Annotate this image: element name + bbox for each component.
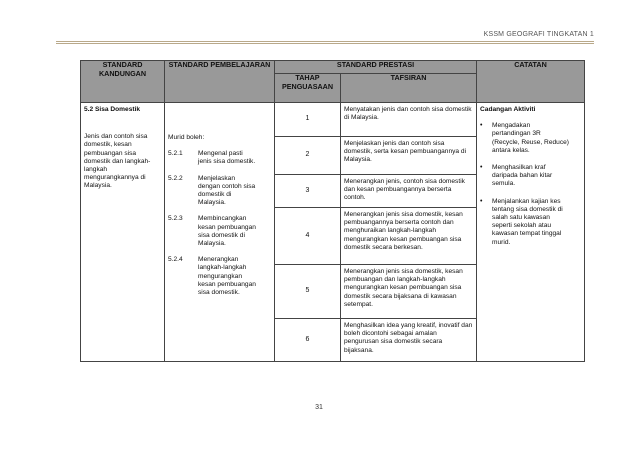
tahap-cell: 5: [275, 265, 341, 319]
catatan-item: [480, 122, 581, 155]
tahap-cell: 4: [275, 208, 341, 265]
catatan-item-text: Menghasilkan kraf daripada bahan kitar semula.: [492, 164, 553, 188]
tahap-cell: 2: [275, 137, 341, 175]
pembelajaran-item-number: 5.2.1: [168, 150, 183, 158]
page-number: 31: [315, 404, 323, 411]
header-tafsiran: TAFSIRAN: [341, 74, 477, 103]
catatan-item-text: Mengadakan pertandingan 3R (Recycle, Reuse, Reduce) antara kelas.: [492, 122, 569, 154]
tahap-cell: 1: [275, 103, 341, 137]
tafsiran-cell: [341, 175, 477, 208]
pembelajaran-item-text: Menjelaskan dengan contoh sisa domestik di Malaysia.: [198, 174, 256, 207]
tafsiran-text: Menerangkan jenis sisa domestik, kesan pembuangannya berserta contoh dan menghuraikan langkah-langkah mengurangkan kesan pembuangan sisa domestik secara berkesan.: [344, 211, 463, 251]
header-divider-line-secondary: [56, 43, 594, 44]
kandungan-title: 5.2 Sisa Domestik: [84, 106, 141, 113]
pembelajaran-cell: [165, 103, 275, 362]
pembelajaran-item-text: Mengenal pasti jenis sisa domestik.: [198, 150, 256, 166]
header-catatan: CATATAN: [477, 61, 585, 103]
pembelajaran-item-number: 5.2.2: [168, 174, 183, 182]
header-standard-prestasi: STANDARD PRESTASI: [275, 61, 477, 74]
tafsiran-text: Menyatakan jenis dan contoh sisa domestik di Malaysia.: [344, 106, 472, 122]
tafsiran-cell: [341, 208, 477, 265]
catatan-item-text: Menjalankan kajian kes tentang sisa domestik di salah satu kawasan seperti sekolah atau kawasan tempat tinggal murid.: [492, 197, 563, 246]
pembelajaran-item-text: Membincangkan kesan pembuangan sisa domestik di Malaysia.: [198, 215, 256, 248]
tafsiran-text: Menerangkan jenis sisa domestik, kesan pembuangan dan langkah-langkah mengurangkan kesan pembuangan sisa domestik secara bijaksana di kawasan setempat.: [344, 268, 463, 308]
pembelajaran-item: [168, 215, 271, 248]
pembelajaran-item: [168, 256, 271, 297]
kandungan-body: Jenis dan contoh sisa domestik, kesan pembuangan sisa domestik dan langkah-langkah mengurangkannya di Malaysia.: [84, 133, 151, 190]
tafsiran-text: Menerangkan jenis, contoh sisa domestik dan kesan pembuangannya berserta contoh.: [344, 178, 465, 202]
catatan-cell: [477, 103, 585, 362]
kandungan-cell: [81, 103, 165, 362]
header-standard-kandungan: STANDARD KANDUNGAN: [81, 61, 165, 103]
tafsiran-cell: [341, 319, 477, 362]
tafsiran-text: Menghasilkan idea yang kreatif, inovatif dan boleh dicontohi sebagai amalan pengurusan sisa domestik secara bijaksana.: [344, 322, 473, 354]
pembelajaran-item: [168, 150, 271, 166]
document-header-title: KSSM GEOGRAFI TINGKATAN 1: [483, 31, 594, 38]
tafsiran-cell: [341, 137, 477, 175]
tahap-cell: 6: [275, 319, 341, 362]
tafsiran-cell: [341, 265, 477, 319]
header-divider-line: [56, 41, 594, 42]
pembelajaran-item: [168, 175, 271, 208]
header-tahap-penguasaan: TAHAP PENGUASAAN: [275, 74, 341, 103]
catatan-item: [480, 198, 581, 247]
bullet-icon: •: [480, 197, 483, 205]
catatan-title: Cadangan Aktiviti: [480, 106, 536, 113]
pembelajaran-item-text: Menerangkan langkah-langkah mengurangkan kesan pembuangan sisa domestik.: [198, 256, 256, 297]
pembelajaran-item-number: 5.2.3: [168, 215, 183, 223]
bullet-icon: •: [480, 122, 483, 130]
tafsiran-text: Menjelaskan jenis dan contoh sisa domestik, serta kesan pembuangannya di Malaysia.: [344, 140, 467, 164]
catatan-item: [480, 164, 581, 189]
bullet-icon: •: [480, 164, 483, 172]
catatan-list: [480, 122, 581, 247]
pembelajaran-intro: Murid boleh:: [168, 134, 205, 141]
tahap-cell: 3: [275, 175, 341, 208]
header-standard-pembelajaran: STANDARD PEMBELAJARAN: [165, 61, 275, 103]
tafsiran-cell: [341, 103, 477, 137]
standards-table: [80, 60, 585, 362]
pembelajaran-item-number: 5.2.4: [168, 256, 183, 264]
